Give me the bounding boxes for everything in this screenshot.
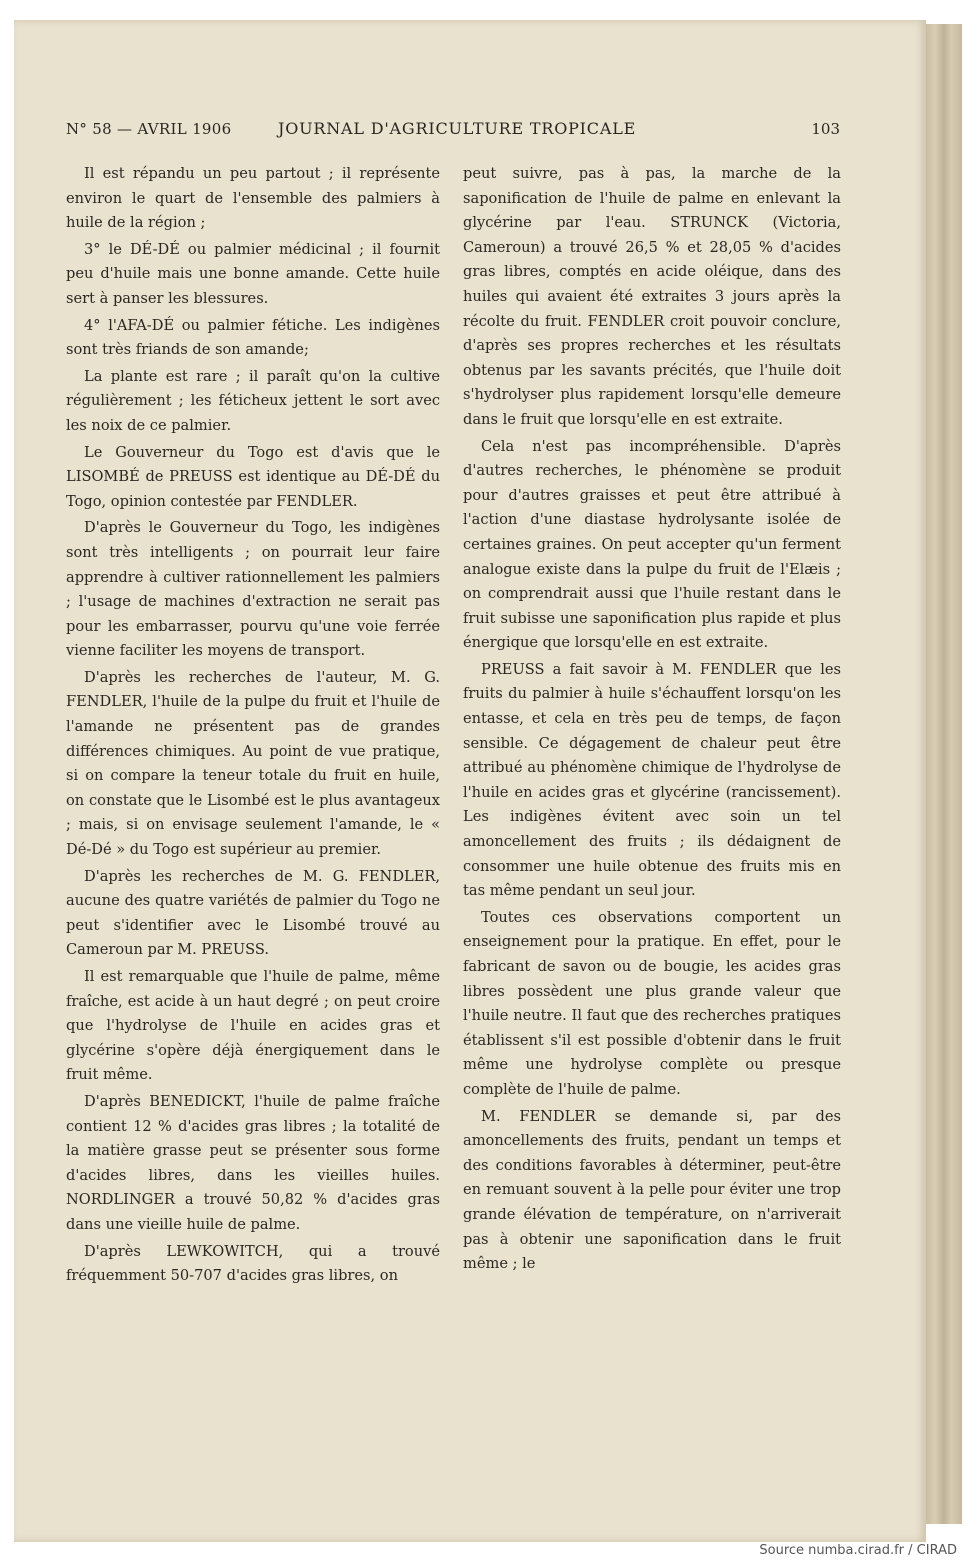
source-credit: Source numba.cirad.fr / CIRAD [759, 1543, 957, 1558]
paragraph: D'après les recherches de M. G. FENDLER, aucune des quatre variétés de palmier du Togo ne peut s'identifier avec le Lisombé trouvé au Cameroun par M. PREUSS. [66, 867, 440, 959]
running-header [52, 118, 840, 144]
paragraph: Cela n'est pas incompréhensible. D'après d'autres recherches, le phénomène se produit pour d'autres graisses et peut être attribué à l'action d'une diastase hydrolysante isolée de certaines graines. On peut accepter qu'un ferment analogue existe dans la pulpe du fruit de l'Elæis ; on comprendrait aussi que l'huile restant dans le fruit subisse une saponification plus rapide et plus énergique que lorsqu'elle en est extraite. [463, 437, 841, 652]
journal-title: JOURNAL D'AGRICULTURE TROPICALE [278, 119, 637, 138]
paragraph: La plante est rare ; il paraît qu'on la cultive régulièrement ; les féticheux jettent le sort avec les noix de ce palmier. [66, 367, 440, 434]
paragraph: peut suivre, pas à pas, la marche de la saponification de l'huile de palme en enlevant la glycérine par l'eau. STRUNCK (Victoria, Cameroun) a trouvé 26,5 % et 28,05 % d'acides gras libres, comptés en acide oléique, dans des huiles qui avaient été extraites 3 jours après la récolte du fruit. FENDLER croit pouvoir conclure, d'après ses propres recherches et les résultats obtenus par les savants précités, que l'huile doit s'hydrolyser plus rapidement lorsqu'elle demeure dans le fruit que lorsqu'elle en est extraite. [463, 165, 841, 428]
paragraph: Il est répandu un peu partout ; il représente environ le quart de l'ensemble des palmiers à huile de la région ; [66, 165, 440, 232]
paragraph: Il est remarquable que l'huile de palme, même fraîche, est acide à un haut degré ; on peut croire que l'hydrolyse de l'huile en acides gras et glycérine s'opère déjà énergiquement dans le fruit même. [66, 968, 440, 1084]
paragraph: D'après BENEDICKT, l'huile de palme fraîche contient 12 % d'acides gras libres ; la totalité de la matière grasse peut se présenter sous forme d'acides libres, dans les vieilles huiles. NORDLINGER a trouvé 50,82 % d'acides gras dans une vieille huile de palme. [66, 1092, 440, 1233]
paragraph: D'après LEWKOWITCH, qui a trouvé fréquemment 50-707 d'acides gras libres, on [66, 1242, 440, 1285]
paragraph: 4° l'AFA-DÉ ou palmier fétiche. Les indigènes sont très friands de son amande; [66, 316, 440, 359]
paragraph: D'après le Gouverneur du Togo, les indigènes sont très intelligents ; on pourrait leur faire apprendre à cultiver rationnellement les palmiers ; l'usage de machines d'extraction ne serait pas pour les embarrasser, pourvu qu'une voie ferrée vienne faciliter les moyens de transport. [66, 519, 440, 660]
paragraph: PREUSS a fait savoir à M. FENDLER que les fruits du palmier à huile s'échauffent lorsqu'on les entasse, et cela en très peu de temps, de façon sensible. Ce dégagement de chaleur peut être attribué au phénomène chimique de l'hydrolyse de l'huile en acides gras et glycérine (rancissement). Les indigènes évitent avec soin un tel amoncellement des fruits ; ils dédaignent de consommer une huile obtenue des fruits mis en tas même pendant un seul jour. [463, 660, 841, 900]
page-edge-stack [926, 24, 962, 1524]
paragraph: 3° le DÉ-DÉ ou palmier médicinal ; il fournit peu d'huile mais une bonne amande. Cette huile sert à panser les blessures. [66, 240, 440, 307]
left-column [66, 162, 440, 1291]
paragraph: M. FENDLER se demande si, par des amoncellements des fruits, pendant un temps et des conditions favorables à déterminer, peut-être en remuant souvent à la pelle pour éviter une trop grande élévation de température, on n'arriverait pas à obtenir une saponification dans le fruit même ; le [463, 1107, 841, 1273]
paragraph: D'après les recherches de l'auteur, M. G. FENDLER, l'huile de la pulpe du fruit et l'huile de l'amande ne présentent pas de grandes différences chimiques. Au point de vue pratique, si on compare la teneur totale du fruit en huile, on constate que le Lisombé est le plus avantageux ; mais, si on envisage seulement l'amande, le « Dé-Dé » du Togo est supérieur au premier. [66, 668, 440, 859]
paragraph: Toutes ces observations comportent un enseignement pour la pratique. En effet, pour le fabricant de savon ou de bougie, les acides gras libres possèdent une plus grande valeur que l'huile neutre. Il faut que des recherches pratiques établissent s'il est possible d'obtenir dans le fruit même une hydrolyse complète ou presque complète de l'huile de palme. [463, 908, 841, 1098]
page-number: 103 [811, 120, 840, 138]
issue-date: N° 58 — AVRIL 1906 [66, 120, 232, 138]
right-column [463, 162, 841, 1279]
paragraph: Le Gouverneur du Togo est d'avis que le LISOMBÉ de PREUSS est identique au DÉ-DÉ du Togo, opinion contestée par FENDLER. [66, 443, 440, 510]
